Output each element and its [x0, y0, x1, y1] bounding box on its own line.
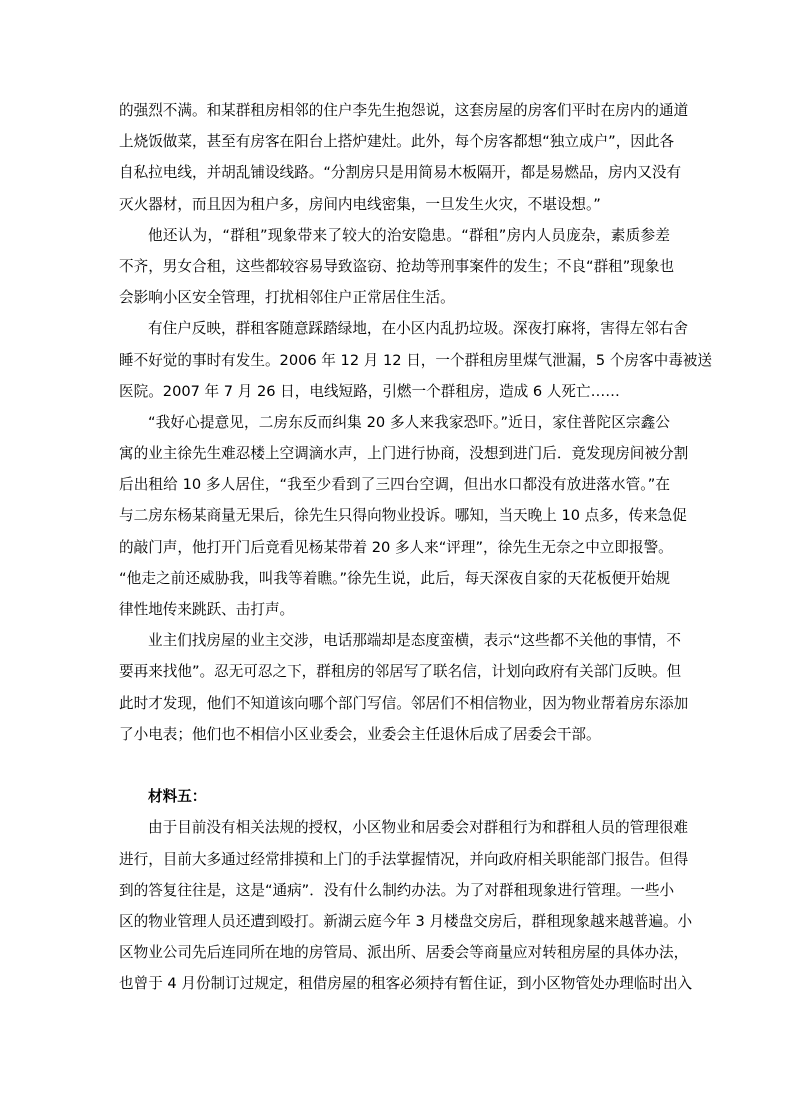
paragraph-complaint-continuation — [119, 95, 689, 220]
text-line: 区物业公司先后连同所在地的房管局、派出所、居委会等商量应对转租房屋的具体办法， — [119, 944, 689, 962]
text-line: 的敲门声，他打开门后竟看见杨某带着 20 多人来“评理”，徐先生无奈之中立即报警。 — [119, 538, 673, 556]
text-line: 寓的业主徐先生难忍楼上空调滴水声，上门进行协商，没想到进门后．竟发现房间被分割 — [119, 445, 689, 463]
text-line: 有住户反映，群租客随意踩踏绿地，在小区内乱扔垃圾。深夜打麻将，害得左邻右舍 — [148, 320, 688, 338]
text-line: 灭火器材，而且因为租户多，房间内电线密集，一旦发生火灾，不堪设想。” — [119, 195, 601, 213]
text-line: 进行，目前大多通过经常排摸和上门的手法掌握情况，并向政府相关职能部门报告。但得 — [119, 850, 689, 868]
text-line: 上烧饭做菜，甚至有房客在阳台上搭炉建灶。此外，每个房客都想“独立成户”，因此各 — [119, 133, 675, 151]
section-heading-material-five: 材料五： — [148, 788, 207, 806]
text-line: 会影响小区安全管理，打扰相邻住户正常居住生活。 — [119, 289, 455, 307]
text-line: 他还认为，“群租”现象带来了较大的治安隐患。“群租”房内人员庞杂，素质参差 — [148, 226, 670, 244]
paragraph-owners-negotiation — [119, 625, 689, 750]
paragraph-resident-reports — [119, 313, 712, 407]
text-line: 区的物业管理人员还遭到殴打。新湖云庭今年 3 月楼盘交房后，群租现象越来越普遍。小 — [119, 912, 693, 930]
paragraph-mr-xu-incident — [119, 407, 689, 625]
blank-line — [119, 750, 670, 781]
text-line: 与二房东杨某商量无果后，徐先生只得向物业投诉。哪知，当天晚上 10 点多，传来急促 — [119, 507, 687, 525]
text-line: “他走之前还威胁我，叫我等着瞧。”徐先生说，此后，每天深夜自家的天花板便开始规 — [119, 569, 670, 587]
text-line: 的强烈不满。和某群租房相邻的住户李先生抱怨说，这套房屋的房客们平时在房内的通道 — [119, 102, 689, 119]
text-line: 不齐，男女合租，这些都较容易导致盗窃、抢劫等刑事案件的发生；不良“群租”现象也 — [119, 257, 675, 275]
paragraph-material-five — [119, 812, 693, 999]
text-line: 由于目前没有相关法规的授权，小区物业和居委会对群租行为和群租人员的管理很难 — [148, 819, 688, 837]
document-page — [119, 95, 712, 999]
text-line: 也曾于 4 月份制订过规定，租借房屋的租客必须持有暂住证，到小区物管处办理临时出入 — [119, 975, 693, 993]
text-line: 后出租给 10 多人居住，“我至少看到了三四台空调，但出水口都没有放进落水管。”在 — [119, 476, 670, 494]
text-line: 律性地传来跳跃、击打声。 — [119, 601, 295, 618]
text-line: 医院。2007 年 7 月 26 日，电线短路，引燃一个群租房，造成 6 人死亡…… — [119, 382, 620, 400]
text-line: 业主们找房屋的业主交涉，电话那端却是态度蛮横，表示“这些都不关他的事情，不 — [148, 632, 681, 650]
text-line: “我好心提意见，二房东反而纠集 20 多人来我家恐吓。”近日，家住普陀区宗鑫公 — [148, 413, 671, 431]
text-line: 此时才发现，他们不知道该向哪个部门写信。邻居们不相信物业，因为物业帮着房东添加 — [119, 694, 689, 712]
text-line: 了小电表；他们也不相信小区业委会，业委会主任退休后成了居委会干部。 — [119, 725, 601, 743]
text-line: 自私拉电线，并胡乱铺设线路。“分割房只是用简易木板隔开，都是易燃品，房内又没有 — [119, 164, 682, 182]
text-line: 睡不好觉的事时有发生。2006 年 12 月 12 日，一个群租房里煤气泄漏，5 个房客中毒被送 — [119, 351, 712, 369]
paragraph-security-risks — [119, 220, 675, 314]
text-line: 到的答复往往是，这是“通病”．没有什么制约办法。为了对群租现象进行管理。一些小 — [119, 881, 675, 899]
text-line: 要再来找他”。忍无可忍之下，群租房的邻居写了联名信，计划向政府有关部门反映。但 — [119, 663, 682, 681]
